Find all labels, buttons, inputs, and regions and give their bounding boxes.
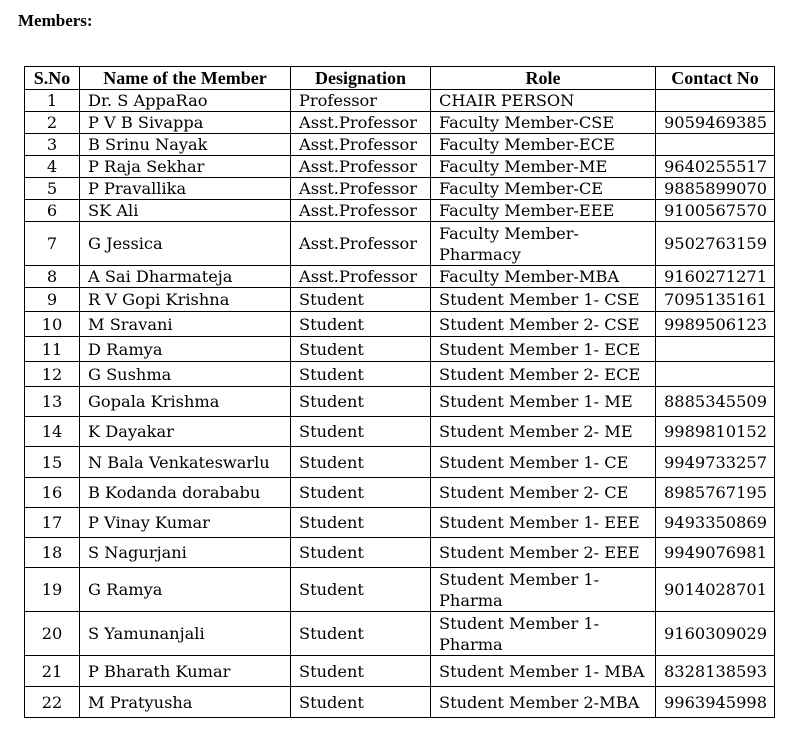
cell-contact-no: 8328138593 bbox=[656, 656, 775, 687]
cell-sno: 16 bbox=[25, 478, 80, 508]
cell-contact-no: 9059469385 bbox=[656, 112, 775, 134]
table-row bbox=[25, 156, 775, 178]
column-header-sno: S.No bbox=[25, 67, 80, 90]
cell-designation: Professor bbox=[291, 90, 431, 112]
cell-contact-no bbox=[656, 362, 775, 387]
cell-designation: Student bbox=[291, 656, 431, 687]
cell-sno: 11 bbox=[25, 337, 80, 362]
cell-designation: Asst.Professor bbox=[291, 200, 431, 222]
cell-sno: 19 bbox=[25, 568, 80, 612]
cell-contact-no: 8985767195 bbox=[656, 478, 775, 508]
cell-role: Student Member 1- EEE bbox=[431, 508, 656, 538]
cell-designation: Student bbox=[291, 447, 431, 478]
cell-contact-no: 9949733257 bbox=[656, 447, 775, 478]
cell-sno: 9 bbox=[25, 288, 80, 312]
cell-sno: 14 bbox=[25, 417, 80, 447]
table-row bbox=[25, 612, 775, 656]
cell-member-name: D Ramya bbox=[80, 337, 291, 362]
table-row bbox=[25, 447, 775, 478]
cell-member-name: K Dayakar bbox=[80, 417, 291, 447]
cell-role: Faculty Member-Pharmacy bbox=[431, 222, 656, 266]
cell-role: Student Member 2- ME bbox=[431, 417, 656, 447]
cell-designation: Asst.Professor bbox=[291, 156, 431, 178]
cell-sno: 10 bbox=[25, 312, 80, 337]
cell-contact-no: 9502763159 bbox=[656, 222, 775, 266]
cell-sno: 1 bbox=[25, 90, 80, 112]
cell-contact-no bbox=[656, 134, 775, 156]
cell-contact-no: 9160271271 bbox=[656, 266, 775, 288]
cell-member-name: P Raja Sekhar bbox=[80, 156, 291, 178]
cell-member-name: P Pravallika bbox=[80, 178, 291, 200]
cell-sno: 17 bbox=[25, 508, 80, 538]
cell-contact-no bbox=[656, 90, 775, 112]
cell-designation: Student bbox=[291, 362, 431, 387]
column-header-contact: Contact No bbox=[656, 67, 775, 90]
cell-sno: 2 bbox=[25, 112, 80, 134]
cell-contact-no: 9989810152 bbox=[656, 417, 775, 447]
cell-role: Faculty Member-CE bbox=[431, 178, 656, 200]
cell-contact-no: 8885345509 bbox=[656, 387, 775, 417]
cell-role: Student Member 1- CSE bbox=[431, 288, 656, 312]
table-row bbox=[25, 687, 775, 718]
cell-member-name: S Yamunanjali bbox=[80, 612, 291, 656]
cell-role: Faculty Member-CSE bbox=[431, 112, 656, 134]
cell-contact-no: 7095135161 bbox=[656, 288, 775, 312]
cell-sno: 6 bbox=[25, 200, 80, 222]
members-table bbox=[24, 66, 775, 718]
table-row bbox=[25, 478, 775, 508]
cell-role: Student Member 2- EEE bbox=[431, 538, 656, 568]
cell-designation: Student bbox=[291, 612, 431, 656]
table-row bbox=[25, 178, 775, 200]
table-row bbox=[25, 362, 775, 387]
cell-member-name: SK Ali bbox=[80, 200, 291, 222]
table-row bbox=[25, 312, 775, 337]
cell-designation: Student bbox=[291, 508, 431, 538]
section-heading: Members: bbox=[18, 11, 93, 30]
cell-designation: Asst.Professor bbox=[291, 178, 431, 200]
cell-member-name: B Srinu Nayak bbox=[80, 134, 291, 156]
cell-member-name: S Nagurjani bbox=[80, 538, 291, 568]
cell-member-name: Dr. S AppaRao bbox=[80, 90, 291, 112]
cell-contact-no: 9100567570 bbox=[656, 200, 775, 222]
cell-designation: Student bbox=[291, 387, 431, 417]
cell-sno: 13 bbox=[25, 387, 80, 417]
cell-designation: Asst.Professor bbox=[291, 112, 431, 134]
cell-member-name: P Vinay Kumar bbox=[80, 508, 291, 538]
table-row bbox=[25, 417, 775, 447]
cell-role: Faculty Member-ME bbox=[431, 156, 656, 178]
table-row bbox=[25, 387, 775, 417]
cell-designation: Asst.Professor bbox=[291, 134, 431, 156]
cell-role: Student Member 1- ME bbox=[431, 387, 656, 417]
cell-member-name: Gopala Krishma bbox=[80, 387, 291, 417]
cell-role: Student Member 1- Pharma bbox=[431, 612, 656, 656]
cell-role: CHAIR PERSON bbox=[431, 90, 656, 112]
cell-sno: 18 bbox=[25, 538, 80, 568]
cell-role: Faculty Member-MBA bbox=[431, 266, 656, 288]
cell-sno: 5 bbox=[25, 178, 80, 200]
cell-role: Student Member 1- Pharma bbox=[431, 568, 656, 612]
cell-contact-no: 9160309029 bbox=[656, 612, 775, 656]
column-header-name: Name of the Member bbox=[80, 67, 291, 90]
cell-sno: 8 bbox=[25, 266, 80, 288]
cell-designation: Student bbox=[291, 337, 431, 362]
cell-sno: 20 bbox=[25, 612, 80, 656]
cell-member-name: R V Gopi Krishna bbox=[80, 288, 291, 312]
cell-role: Student Member 2-MBA bbox=[431, 687, 656, 718]
table-row bbox=[25, 112, 775, 134]
cell-designation: Student bbox=[291, 568, 431, 612]
cell-contact-no bbox=[656, 337, 775, 362]
cell-member-name: B Kodanda dorababu bbox=[80, 478, 291, 508]
cell-designation: Student bbox=[291, 538, 431, 568]
column-header-role: Role bbox=[431, 67, 656, 90]
cell-designation: Student bbox=[291, 417, 431, 447]
cell-sno: 21 bbox=[25, 656, 80, 687]
cell-member-name: P Bharath Kumar bbox=[80, 656, 291, 687]
cell-sno: 15 bbox=[25, 447, 80, 478]
table-row bbox=[25, 200, 775, 222]
cell-member-name: N Bala Venkateswarlu bbox=[80, 447, 291, 478]
cell-member-name: M Pratyusha bbox=[80, 687, 291, 718]
cell-contact-no: 9493350869 bbox=[656, 508, 775, 538]
cell-role: Faculty Member-EEE bbox=[431, 200, 656, 222]
cell-sno: 7 bbox=[25, 222, 80, 266]
cell-member-name: G Sushma bbox=[80, 362, 291, 387]
cell-sno: 3 bbox=[25, 134, 80, 156]
table-row bbox=[25, 508, 775, 538]
cell-designation: Student bbox=[291, 312, 431, 337]
table-row bbox=[25, 90, 775, 112]
cell-member-name: M Sravani bbox=[80, 312, 291, 337]
table-row bbox=[25, 134, 775, 156]
cell-role: Student Member 1- CE bbox=[431, 447, 656, 478]
cell-designation: Student bbox=[291, 288, 431, 312]
cell-role: Student Member 2- ECE bbox=[431, 362, 656, 387]
cell-role: Faculty Member-ECE bbox=[431, 134, 656, 156]
cell-role: Student Member 2- CE bbox=[431, 478, 656, 508]
cell-contact-no: 9963945998 bbox=[656, 687, 775, 718]
cell-contact-no: 9989506123 bbox=[656, 312, 775, 337]
cell-sno: 12 bbox=[25, 362, 80, 387]
cell-member-name: P V B Sivappa bbox=[80, 112, 291, 134]
header-row bbox=[25, 67, 775, 90]
cell-member-name: G Ramya bbox=[80, 568, 291, 612]
table-row bbox=[25, 222, 775, 266]
table-row bbox=[25, 288, 775, 312]
cell-designation: Student bbox=[291, 687, 431, 718]
table-header bbox=[25, 67, 775, 90]
cell-contact-no: 9885899070 bbox=[656, 178, 775, 200]
cell-designation: Asst.Professor bbox=[291, 266, 431, 288]
table-row bbox=[25, 337, 775, 362]
cell-sno: 22 bbox=[25, 687, 80, 718]
table-row bbox=[25, 538, 775, 568]
table-row bbox=[25, 266, 775, 288]
cell-contact-no: 9949076981 bbox=[656, 538, 775, 568]
cell-role: Student Member 1- ECE bbox=[431, 337, 656, 362]
table-row bbox=[25, 568, 775, 612]
cell-designation: Asst.Professor bbox=[291, 222, 431, 266]
table-body bbox=[25, 90, 775, 718]
cell-contact-no: 9640255517 bbox=[656, 156, 775, 178]
cell-role: Student Member 1- MBA bbox=[431, 656, 656, 687]
cell-designation: Student bbox=[291, 478, 431, 508]
cell-contact-no: 9014028701 bbox=[656, 568, 775, 612]
column-header-designation: Designation bbox=[291, 67, 431, 90]
table-row bbox=[25, 656, 775, 687]
cell-member-name: A Sai Dharmateja bbox=[80, 266, 291, 288]
cell-sno: 4 bbox=[25, 156, 80, 178]
cell-member-name: G Jessica bbox=[80, 222, 291, 266]
cell-role: Student Member 2- CSE bbox=[431, 312, 656, 337]
